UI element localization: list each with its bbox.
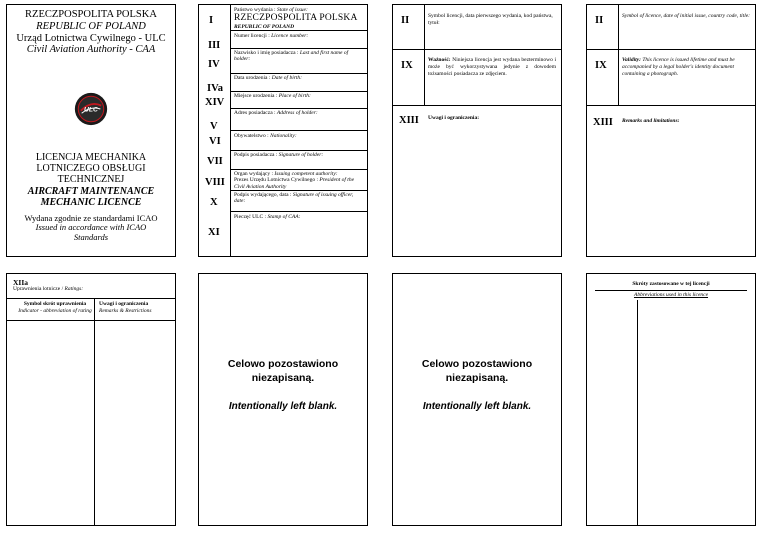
field-number: X (210, 197, 218, 208)
row-divider (230, 190, 367, 191)
field-label-pl: Prezes Urzędu Lotnictwa Cywilnego : (234, 177, 320, 184)
field-label-en: Licence number: (271, 33, 309, 39)
stamp-field (234, 214, 364, 220)
field-number: VI (209, 136, 221, 147)
nationality-field (234, 133, 364, 139)
issued-en: Issued in accordance with ICAO (35, 222, 147, 233)
field-number: VIII (205, 177, 225, 188)
blank-notice-pl: niezapisaną. (251, 371, 315, 384)
holder-name-field (234, 50, 364, 63)
authority-name: Urząd Lotnictwa Cywilnego - ULC (16, 32, 166, 44)
blank-notice (199, 358, 367, 412)
field-label-en: State of issue: (276, 7, 308, 13)
field-number: II (595, 15, 604, 26)
table-column-divider (94, 298, 95, 525)
row-divider (230, 108, 367, 109)
licence-title-pl (7, 152, 175, 186)
field-label-pl: Nazwisko i imię posiadacza : (234, 50, 300, 56)
licence-title-en (7, 186, 175, 208)
row-divider (393, 105, 561, 106)
col-header-pl: Uwagi i ograniczenia (99, 301, 149, 307)
ratings-page (6, 273, 176, 526)
issued-statement (7, 214, 175, 243)
validity-text: Niniejsza licencja jest wydana bezterminowo i może być wykorzystywana jedynie z dowodem tożsamości posiadacza ze zdjęciem. (428, 57, 557, 77)
licence-title-line: LOTNICZEGO OBSŁUGI (36, 163, 146, 175)
validity-label: Ważność: (428, 57, 451, 63)
issuing-officer-field (234, 192, 364, 205)
authority-name-en: Civil Aviation Authority - CAA (26, 44, 156, 56)
field-label-pl: Podpis wydającego, data : (234, 192, 293, 198)
licence-symbol-field: Symbol licencji, data pierwszego wydania, kod państwa, tytuł: (428, 13, 553, 26)
blank-notice-pl: niezapisaną. (445, 371, 509, 384)
indicator-column-header (17, 301, 93, 315)
issued-en: Standards (73, 231, 109, 242)
remarks-field: Remarks and limitations: (622, 118, 680, 124)
field-label-pl: Państwo wydania : (234, 7, 277, 13)
field-label-pl: Data urodzenia : (234, 75, 272, 81)
blank-notice-en: Intentionally left blank. (228, 401, 338, 413)
field-number: VII (207, 156, 223, 167)
row-divider (230, 130, 367, 131)
field-label-pl: Miejsce urodzenia : (234, 93, 279, 99)
blank-notice-pl: Celowo pozostawiono (421, 358, 533, 370)
field-number: V (210, 121, 218, 132)
ratings-title-pl: Uprawnienia lotnicze / (13, 286, 65, 292)
state-of-issue-field (234, 7, 364, 31)
ulc-logo-icon (74, 92, 108, 126)
column-divider (618, 5, 619, 105)
validity-text: This licence is issued lifetime and must be accompanied by a legal holder's identity document containing a photograph. (622, 57, 735, 77)
licence-title-line: LICENCJA MECHANIKA (35, 152, 147, 163)
field-label-en: Issuing competent authority: (274, 171, 338, 177)
field-label-pl: Pieczęć ULC : (234, 214, 268, 220)
field-number: XI (208, 227, 220, 238)
field-number: IX (595, 60, 607, 71)
field-label-en: Last and first name of holder: (234, 50, 349, 63)
column-divider (424, 5, 425, 105)
field-number: III (208, 40, 221, 51)
licence-title-line: TECHNICZNEJ (57, 174, 125, 186)
licence-symbol-field: Symbol of licence, date of initial issue, country code, title: (622, 13, 750, 19)
section-divider (7, 298, 175, 299)
row-divider (587, 105, 755, 106)
field-number: XIV (205, 97, 225, 108)
field-label-en: President of the Civil Aviation Authority (234, 177, 355, 190)
col-header-en: Indicator - abbreviation of rating (18, 307, 92, 314)
field-number: IX (401, 60, 413, 71)
country-name-en: REPUBLIC OF POLAND (36, 20, 146, 32)
validity-field (622, 57, 750, 78)
row-divider (230, 73, 367, 74)
field-label-pl: Organ wydający : (234, 171, 275, 177)
cover-page (6, 4, 176, 257)
row-divider (230, 150, 367, 151)
field-label-pl: Obywatelstwo : (234, 133, 271, 139)
field-label-pl: Podpis posiadacza : (234, 152, 279, 158)
field-label-pl: Numer licencji : (234, 33, 272, 39)
blank-notice-pl: Celowo pozostawiono (227, 358, 339, 370)
field-number: XIII (593, 117, 613, 128)
field-label-pl: Adres posiadacza : (234, 110, 277, 116)
row-divider (230, 30, 367, 31)
field-number: IVa (207, 83, 223, 94)
row-divider (230, 211, 367, 212)
state-value: RZECZPOSPOLITA POLSKA (234, 13, 358, 24)
licence-details-page-pl (392, 4, 562, 257)
blank-notice-en: Intentionally left blank. (422, 401, 532, 413)
row-divider (230, 169, 367, 170)
licence-data-page (198, 4, 368, 257)
col-header-pl: Symbol skrót uprawnienia (23, 301, 87, 307)
licence-number-field (234, 33, 364, 39)
title-divider (595, 290, 747, 291)
row-divider (230, 48, 367, 49)
field-number: I (209, 15, 214, 26)
date-of-birth-field (234, 75, 364, 81)
row-divider (393, 49, 561, 50)
remarks-column-header (99, 301, 174, 315)
field-number: XIIa (13, 278, 29, 287)
validity-field (428, 57, 556, 78)
field-label-en: Date of birth: (271, 75, 302, 81)
issued-pl: Wydana zgodnie ze standardami ICAO (24, 212, 158, 223)
licence-details-page-en (586, 4, 756, 257)
blank-page (392, 273, 562, 526)
logo-text: ULC (84, 106, 98, 114)
abbreviations-title: Skróty zastosowane w tej licencji (632, 281, 710, 287)
blank-page (198, 273, 368, 526)
holder-address-field (234, 110, 364, 116)
field-label-en: Address of holder: (276, 110, 318, 116)
issuing-authority-field (234, 171, 364, 190)
holder-signature-field (234, 152, 364, 158)
field-label-en: Signature of holder: (278, 152, 324, 158)
abbreviations-page (586, 273, 756, 526)
row-divider (230, 91, 367, 92)
licence-title-en-line: MECHANIC LICENCE (40, 196, 142, 208)
table-header-divider (7, 320, 175, 321)
field-label-en: Place of birth: (278, 93, 311, 99)
field-label-en: Signature of issuing officer, date: (234, 192, 354, 205)
ratings-title-en: Ratings: (64, 286, 84, 292)
field-number: IV (208, 59, 220, 70)
row-divider (587, 49, 755, 50)
validity-label: Validity: (622, 57, 641, 63)
country-name: RZECZPOSPOLITA POLSKA (25, 9, 157, 20)
ratings-title (13, 286, 83, 292)
abbreviations-subtitle: Abbreviations used in this licence (633, 292, 709, 298)
field-label-en: Stamp of CAA: (267, 214, 301, 220)
licence-title-en-line: AIRCRAFT MAINTENANCE (27, 185, 155, 197)
field-number: II (401, 15, 410, 26)
remarks-field: Uwagi i ograniczenia: (428, 115, 480, 121)
place-of-birth-field (234, 93, 364, 99)
col-header-en: Remarks & Restrictions (99, 307, 152, 314)
field-label-en: Nationality: (270, 133, 297, 139)
field-number: XIII (399, 115, 419, 126)
table-column-divider (637, 300, 638, 525)
blank-notice (393, 358, 561, 412)
state-value-en: REPUBLIC OF POLAND (234, 24, 295, 31)
